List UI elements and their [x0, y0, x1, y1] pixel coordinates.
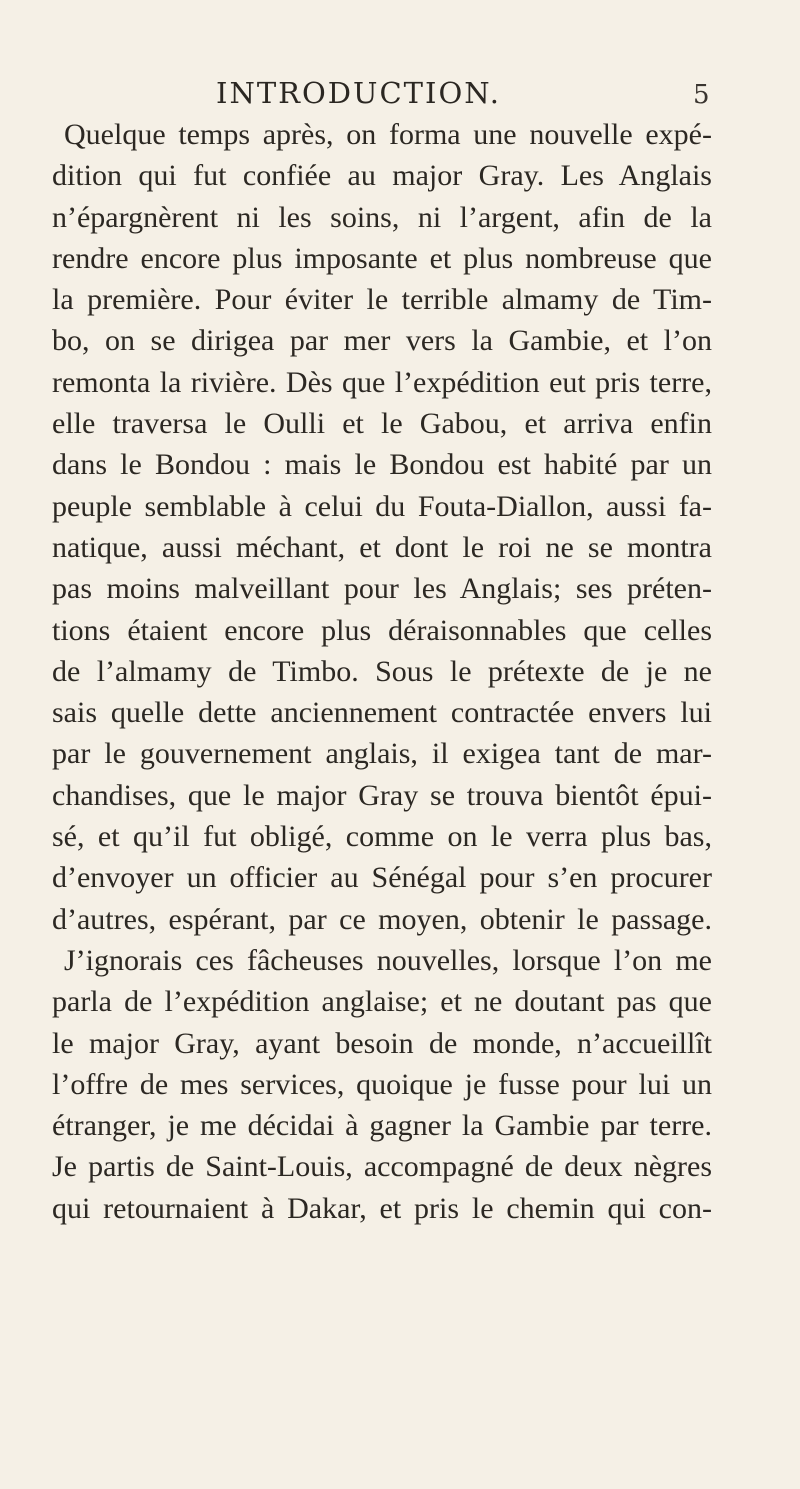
text-line: rendre encore plus imposante et plus nombreuse que — [52, 241, 712, 275]
text-line: étranger, je me décidai à gagner la Gambie par terre. — [52, 1109, 712, 1143]
text-line: Je partis de Saint-Louis, accompagné de deux nègres — [52, 1150, 712, 1184]
running-title: INTRODUCTION. — [216, 76, 501, 110]
text-line: dans le Bondou : mais le Bondou est habité par un — [52, 448, 712, 482]
text-line: tions étaient encore plus déraisonnables que celles — [52, 613, 712, 647]
body-paragraph — [52, 114, 712, 1229]
page-number: 5 — [693, 80, 710, 110]
text-line: dition qui fut confiée au major Gray. Les Anglais — [52, 159, 712, 193]
text-line: Quelque temps après, on forma une nouvelle expé- — [64, 118, 712, 151]
text-line: la première. Pour éviter le terrible almamy de Tim- — [52, 283, 712, 317]
text-line: bo, on se dirigea par mer vers la Gambie, et l’on — [52, 324, 712, 358]
text-line: par le gouvernement anglais, il exigea tant de mar- — [52, 737, 712, 771]
text-line: remonta la rivière. Dès que l’expédition eut pris terre, — [52, 365, 712, 399]
text-line: d’envoyer un officier au Sénégal pour s’en procurer — [52, 861, 712, 895]
text-line: pas moins malveillant pour les Anglais; ses préten- — [52, 572, 712, 606]
text-line: sais quelle dette anciennement contractée envers lui — [52, 696, 712, 730]
text-line: qui retournaient à Dakar, et pris le chemin qui con- — [52, 1191, 712, 1225]
text-line: peuple semblable à celui du Fouta-Diallon, aussi fa- — [52, 489, 712, 523]
text-line: parla de l’expédition anglaise; et ne doutant pas que — [52, 985, 712, 1019]
text-line: de l’almamy de Timbo. Sous le prétexte de je ne — [52, 654, 712, 688]
text-line: elle traversa le Oulli et le Gabou, et arriva enfin — [52, 407, 712, 441]
text-line: sé, et qu’il fut obligé, comme on le verra plus bas, — [52, 820, 712, 854]
text-line: d’autres, espérant, par ce moyen, obtenir le passage. — [52, 902, 712, 936]
text-line: l’offre de mes services, quoique je fusse pour lui un — [52, 1067, 712, 1101]
text-line: n’épargnèrent ni les soins, ni l’argent, afin de la — [52, 200, 712, 234]
text-line: le major Gray, ayant besoin de monde, n’accueillît — [52, 1026, 712, 1060]
text-line: natique, aussi méchant, et dont le roi ne se montra — [52, 530, 712, 564]
text-line: J’ignorais ces fâcheuses nouvelles, lorsque l’on me — [64, 943, 712, 977]
text-line: chandises, que le major Gray se trouva bientôt épui- — [52, 778, 712, 812]
